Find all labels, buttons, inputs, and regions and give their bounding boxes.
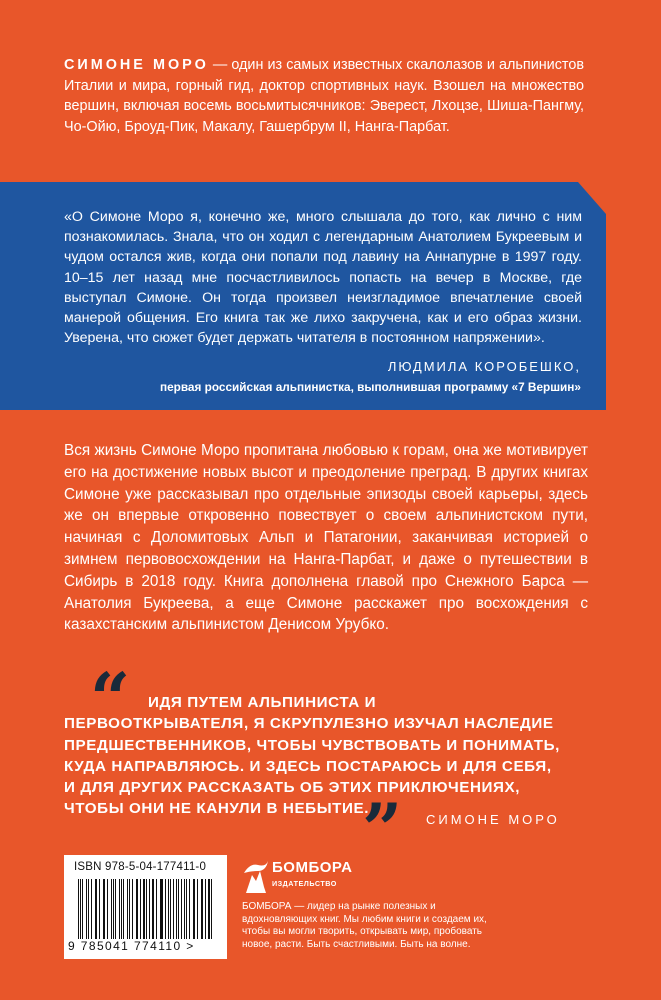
isbn-label: ISBN 978-5-04-177411-0	[74, 861, 207, 873]
barcode	[64, 855, 227, 959]
book-description: Вся жизнь Симоне Моро пропитана любовью к горам, она же мотивирует его на достижение новых высот и преодоление преград. В других книгах Симоне уже рассказывал про отдельные эпизоды своей карьеры, здесь же он впервые откровенно повествует о своем альпинистском пути, начиная с Доломитовых Альп и Патагонии, заканчивая историей о зимнем первовосхождении на Нанга-Парбат, и даже о путешествии в Сибирь в 2018 году. Книга дополнена главой про Снежного Барса — Анатолия Букреева, а еще Симоне расскажет про восхождения с казахстанским альпинистом Денисом Урубко.	[64, 442, 588, 634]
publisher-name: БОМБОРА	[272, 859, 353, 876]
author-quote-text: ИДЯ ПУТЕМ АЛЬПИНИСТА И ПЕРВООТКРЫВАТЕЛЯ, Я СКРУПУЛЕЗНО ИЗУЧАЛ НАСЛЕДИЕ ПРЕДШЕСТВЕННИКОВ, ЧТОБЫ ЧУВСТВОВАТЬ И ПОНИМАТЬ, КУДА НАПРАВЛЯЮСЬ. И ЗДЕСЬ ПОСТАРАЮСЬ И ДЛЯ СЕБЯ, И ДЛЯ ДРУГИХ РАССКАЗАТЬ ОБ ЭТИХ ПРИКЛЮЧЕНИЯХ, ЧТОБЫ ОНИ НЕ КАНУЛИ В НЕБЫТИЕ.	[64, 694, 560, 818]
testimonial-author-name: ЛЮДМИЛА КОРОБЕШКО,	[387, 359, 581, 374]
publisher-subtitle: ИЗДАТЕЛЬСТВО	[272, 879, 337, 888]
testimonial-author-description: первая российская альпинистка, выполнившая программу «7 Вершин»	[159, 380, 581, 394]
author-bio-text: — один из самых известных скалолазов и альпинистов Италии и мира, горный гид, доктор спортивных наук. Взошел на множество вершин, включая восемь восьмитысячников: Эверест, Лхоцзе, Шиша-Пангму, Чо-Ойю, Броуд-Пик, Макалу, Гашербрум II, Нанга-Парбат.	[64, 57, 584, 135]
author-bio	[64, 55, 584, 137]
barcode-bars	[78, 879, 213, 939]
author-quote-signature: СИМОНЕ МОРО	[426, 812, 560, 827]
publisher-logo	[242, 857, 392, 895]
testimonial-text: «О Симоне Моро я, конечно же, много слышала до того, как лично с ним познакомилась. Знала, что он ходил с легендарным Анатолием Букреевым и чудом остался жив, когда они попали под лавину на Аннапурне в 1997 году. 10–15 лет назад мне посчастливилось попасть на вечер в Москве, где выступал Симоне. Он тогда произвел неизгладимое впечатление своей манерой общения. Его книга так же лихо закручена, как и его образ жизни. Уверена, что сюжет будет держать читателя в постоянном напряжении».	[64, 209, 582, 347]
open-quote-icon: “	[90, 657, 131, 740]
publisher-description: БОМБОРА — лидер на рынке полезных и вдохновляющих книг. Мы любим книги и создаем их, чтобы вы могли творить, открывать мир, пробовать новое, расти. Быть счастливыми. Быть на волне.	[242, 901, 487, 950]
publisher-logo-icon	[242, 857, 270, 895]
barcode-digits: 9 785041 774110 >	[68, 939, 195, 953]
close-quote-icon: ”	[362, 788, 403, 871]
testimonial-author-block	[160, 357, 581, 397]
author-name: СИМОНЕ МОРО	[64, 57, 209, 73]
